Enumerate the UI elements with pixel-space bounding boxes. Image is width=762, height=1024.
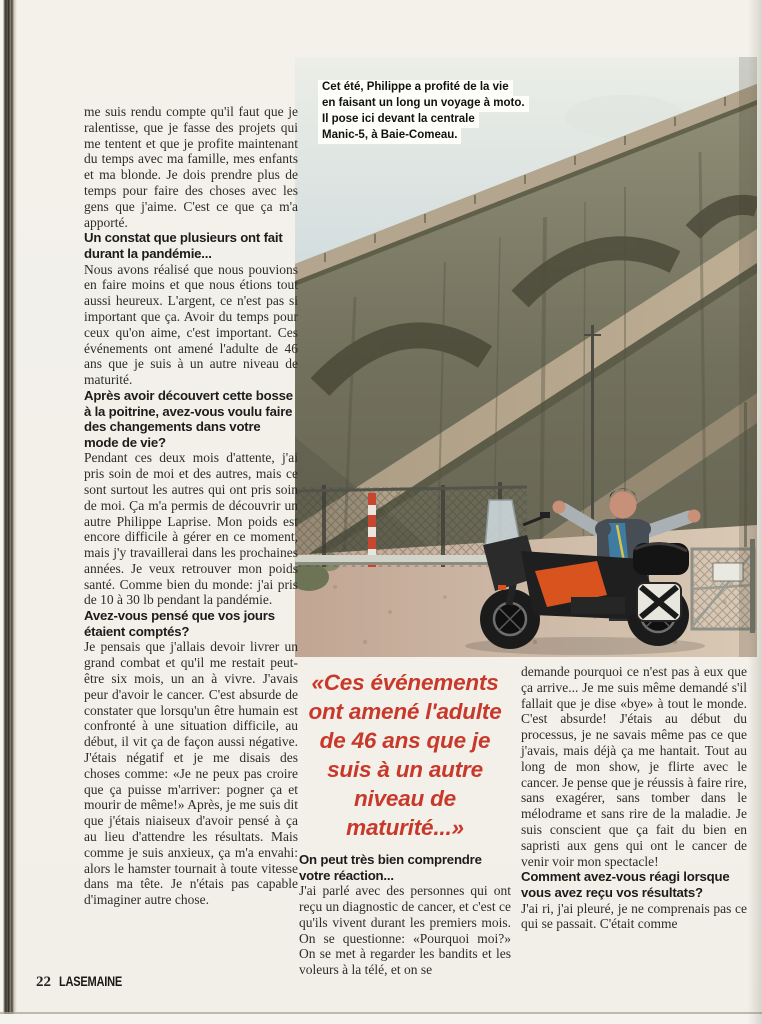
body-paragraph: Nous avons réalisé que nous pouvions en faire moins et que nous étions tout aussi heureux. L'argent, ce n'est pas si important que ça. Avoir du temps pour ceux qu'on aime, c'est important. Ces événements ont amené l'adulte de 46 ans que je suis à un autre niveau de maturité. (84, 261, 298, 388)
photo-dam-motorcycle (295, 57, 757, 657)
article-column-2 (299, 664, 511, 978)
body-paragraph: Pendant ces deux mois d'attente, j'ai pris soin de moi et des autres, mais ce sont surtout les autres qui ont pris soin de moi. Ça m'a permis de découvrir un autre Philippe Laprise. Mon poids est encore difficile à gérer en ce moment, mais j'y travaillerai dans les prochaines années. Je veux retrouver mon poids santé. Comme bien du monde: j'ai pris de 10 à 30 lb pendant la pandémie. (84, 450, 298, 608)
article-column-1 (84, 104, 298, 908)
body-paragraph: Je pensais que j'allais devoir livrer un grand combat et qu'il me restait peut-être six mois, un an à vivre. J'avais peur d'avoir le cancer. C'est absurde de constater que lorsqu'un être humain est confronté à une situation difficile, au début, il vit ça de façon aussi négative. J'étais négatif et je me disais des choses comme: «Je ne peux pas croire que ça puisse m'arriver: pogner ça et mourir de même!» Après, je me suis dit que j'étais niaiseux d'avoir pensé à ça au lieu d'attendre les résultats. Mais comme je suis anxieux, ça m'a envahi: alors le hamster tournait à toute vitesse dans ma tête. Je n'étais pas capable d'imaginer autre chose. (84, 639, 298, 908)
photo-caption (318, 80, 529, 144)
question-heading: On peut très bien comprendre votre réaction... (299, 852, 482, 883)
body-paragraph: demande pourquoi ce n'est pas à eux que ça arrive... Je me suis même demandé s'il fallait que je dise «bye» à tout le monde. C'est absurde! J'étais au début du processus, je ne savais même pas ce que j'avais, mais déjà ça me hantait. Tout au long de mon show, je flirte avec le cancer. Je pense que je réussis à faire rire, sans exagérer, sans tomber dans le mélodrame et sans rire de la maladie. Je suis conscient que ça fait du bien en sapristi aux gens qui ont le cancer de venir voir mon spectacle! (521, 664, 747, 869)
caption-line: Cet été, Philippe a profité de la vie (318, 80, 513, 96)
gate-sign (713, 563, 743, 581)
dam-illustration (295, 57, 757, 657)
body-paragraph: J'ai ri, j'ai pleuré, je ne comprenais pas ce qui se passait. C'était comme (521, 900, 747, 932)
body-paragraph: J'ai parlé avec des personnes qui ont reçu un diagnostic de cancer, et c'est ce qu'ils vivent durant les premiers mois. On se questionne: «Pourquoi moi?» On se met à regarder les bandits et les voleurs à la télé, et on se (299, 883, 511, 978)
pole (591, 325, 594, 531)
pull-quote: «Ces événements ont amené l'adulte de 46 ans que je suis à un autre niveau de maturité...» (308, 670, 502, 840)
question-heading: Un constat que plusieurs ont fait durant la pandémie... (84, 230, 283, 261)
magazine-spine-edge (0, 0, 17, 1024)
side-case (637, 583, 681, 621)
question-heading: Après avoir découvert cette bosse à la poitrine, avez-vous voulu faire des changements dans votre mode de vie? (84, 387, 293, 450)
question-heading: Avez-vous pensé que vos jours étaient comptés? (84, 608, 275, 639)
page-footer (36, 973, 136, 995)
question-heading: Comment avez-vous réagi lorsque vous avez reçu vos résultats? (521, 869, 730, 900)
caption-line: en faisant un long un voyage à moto. (318, 96, 529, 112)
magazine-logo: LASEMAINE (59, 974, 122, 989)
caption-line: Manic-5, à Baie-Comeau. (318, 128, 461, 144)
scan-margin (0, 1014, 762, 1024)
body-paragraph: me suis rendu compte qu'il faut que je ralentisse, que je fasse des projets qui me tentent et que je profite maintenant du temps avec ma famille, mes enfants et ma blonde. Je dois prendre plus de temps pour faire des choses avec les gens que j'aime. C'est ce que ça m'a apporté. (84, 104, 298, 230)
caption-line: Il pose ici devant la centrale (318, 112, 479, 128)
page-number: 22 (36, 974, 51, 990)
article-column-3 (521, 664, 747, 932)
